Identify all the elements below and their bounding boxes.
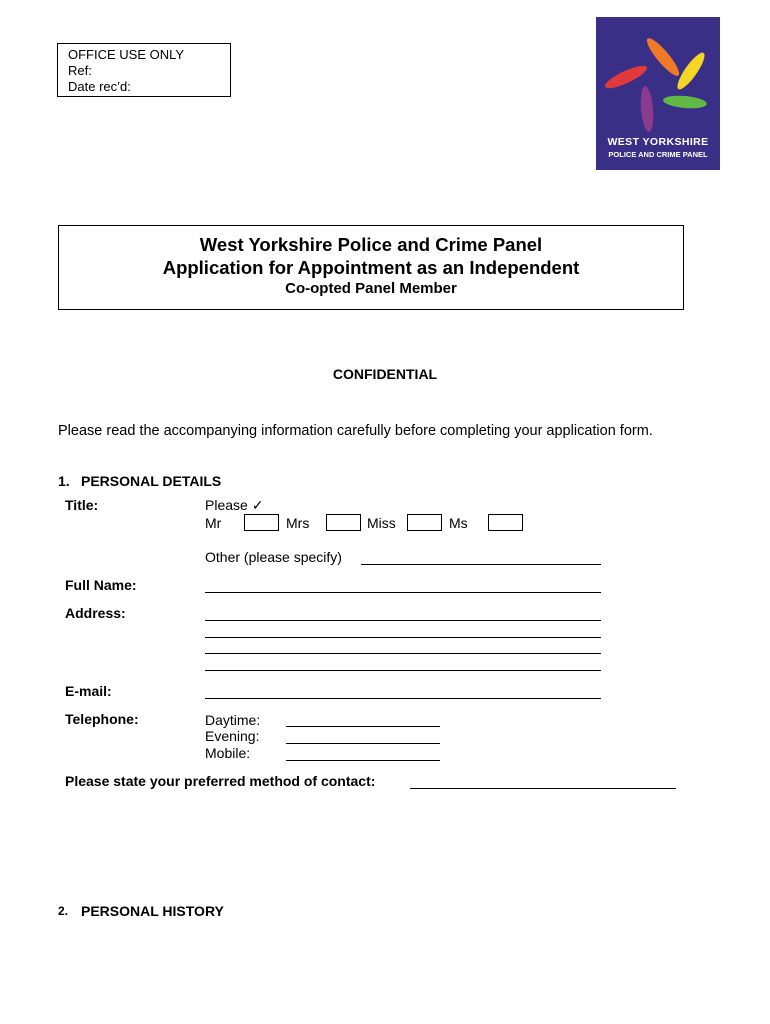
checkbox-ms[interactable] bbox=[488, 514, 523, 531]
preferred-contact-field[interactable] bbox=[410, 788, 676, 789]
address-field-line-3[interactable] bbox=[205, 653, 601, 654]
option-ms-label: Ms bbox=[449, 515, 468, 531]
evening-phone-field[interactable] bbox=[286, 743, 440, 744]
form-title-line-2: Application for Appointment as an Independent bbox=[162, 257, 580, 278]
other-title-field[interactable] bbox=[361, 564, 601, 565]
intro-text: Please read the accompanying information carefully before completing your application form. bbox=[58, 423, 653, 439]
title-label: Title: bbox=[65, 497, 99, 513]
checkbox-mr[interactable] bbox=[244, 514, 279, 531]
ref-label: Ref: bbox=[68, 63, 92, 78]
email-field[interactable] bbox=[205, 698, 601, 699]
hands-emblem-icon bbox=[596, 17, 720, 135]
address-field-line-4[interactable] bbox=[205, 670, 601, 671]
email-label: E-mail: bbox=[65, 683, 112, 699]
preferred-contact-label: Please state your preferred method of contact: bbox=[65, 773, 376, 789]
full-name-label: Full Name: bbox=[65, 577, 137, 593]
other-title-label: Other (please specify) bbox=[205, 549, 342, 565]
section-1-heading: PERSONAL DETAILS bbox=[81, 473, 222, 489]
mobile-label: Mobile: bbox=[205, 745, 251, 761]
address-field-line-1[interactable] bbox=[205, 620, 601, 621]
full-name-field[interactable] bbox=[205, 592, 601, 593]
date-received-label: Date rec’d: bbox=[68, 79, 131, 94]
section-2-heading: PERSONAL HISTORY bbox=[81, 903, 224, 919]
logo-subtitle: POLICE AND CRIME PANEL bbox=[608, 150, 708, 159]
checkbox-mrs[interactable] bbox=[326, 514, 361, 531]
option-miss-label: Miss bbox=[367, 515, 396, 531]
panel-logo bbox=[596, 17, 720, 170]
daytime-phone-field[interactable] bbox=[286, 726, 440, 727]
office-use-label: OFFICE USE ONLY bbox=[68, 47, 185, 62]
checkbox-miss[interactable] bbox=[407, 514, 442, 531]
option-mrs-label: Mrs bbox=[286, 515, 310, 531]
form-title-box bbox=[58, 225, 684, 310]
evening-label: Evening: bbox=[205, 728, 260, 744]
telephone-label: Telephone: bbox=[65, 711, 139, 727]
address-field-line-2[interactable] bbox=[205, 637, 601, 638]
office-use-box bbox=[57, 43, 231, 97]
form-title-line-1: West Yorkshire Police and Crime Panel bbox=[199, 234, 543, 255]
daytime-label: Daytime: bbox=[205, 712, 261, 728]
option-mr-label: Mr bbox=[205, 515, 222, 531]
logo-title: WEST YORKSHIRE bbox=[607, 136, 709, 148]
section-2-number: 2. bbox=[58, 904, 69, 918]
form-title-line-3: Co-opted Panel Member bbox=[285, 280, 457, 297]
please-tick-label: Please ✓ bbox=[205, 497, 264, 513]
confidential-heading: CONFIDENTIAL bbox=[332, 366, 438, 382]
mobile-phone-field[interactable] bbox=[286, 760, 440, 761]
address-label: Address: bbox=[65, 605, 126, 621]
section-1-number: 1. bbox=[58, 473, 70, 489]
